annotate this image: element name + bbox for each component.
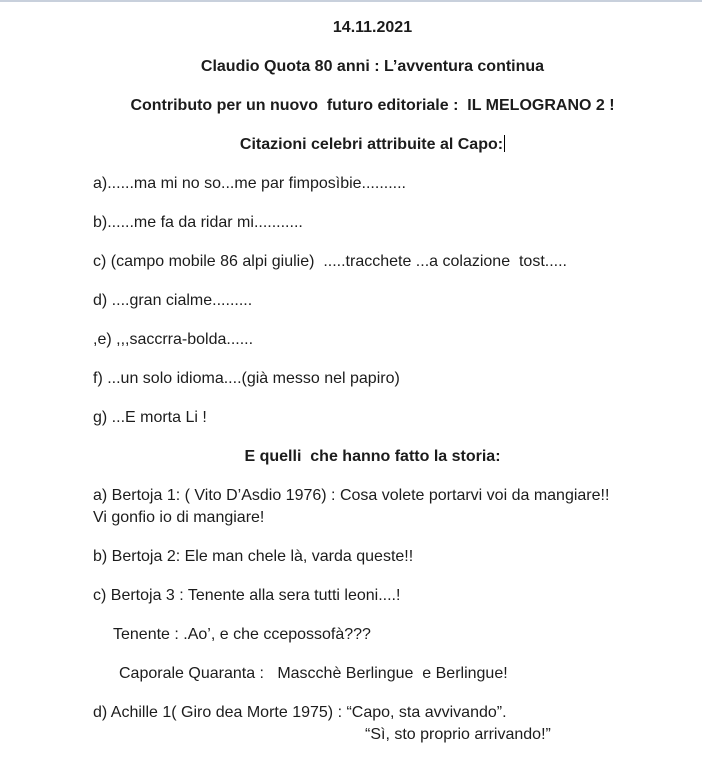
document-title: Claudio Quota 80 anni : L’avventura continua <box>200 58 545 75</box>
closing-reply: “Sì, sto proprio arrivando!” <box>365 726 551 743</box>
document-content[interactable] <box>0 2 702 746</box>
quote-b: b)......me fa da ridar mi........... <box>93 214 303 231</box>
history-caporale: Caporale Quaranta : Mascchè Berlingue e Berlingue! <box>119 665 508 682</box>
quote-d: d) ....gran cialme......... <box>93 292 253 309</box>
history-bertoja2: b) Bertoja 2: Ele man chele là, varda queste!! <box>93 548 414 565</box>
quote-a: a)......ma mi no so...me par fimposìbie.......... <box>93 175 406 192</box>
quote-g: g) ...E morta Li ! <box>93 409 207 426</box>
history-achille: d) Achille 1( Giro dea Morte 1975) : “Capo, sta avvivando”. <box>93 704 507 721</box>
section1-heading <box>93 134 652 156</box>
history-bertoja3: c) Bertoja 3 : Tenente alla sera tutti leoni....! <box>93 587 401 604</box>
quote-c: c) (campo mobile 86 alpi giulie) .....tracchete ...a colazione tost..... <box>93 253 567 270</box>
quote-f: f) ...un solo idioma....(già messo nel papiro) <box>93 370 400 387</box>
section2-heading: E quelli che hanno fatto la storia: <box>244 448 501 465</box>
text-cursor <box>504 135 505 152</box>
history-bertoja1-line2: Vi gonfio io di mangiare! <box>93 509 265 526</box>
history-bertoja1 <box>93 485 652 529</box>
document-subtitle: Contributo per un nuovo futuro editoriale : IL MELOGRANO 2 ! <box>130 97 615 114</box>
date-heading: 14.11.2021 <box>332 19 413 36</box>
history-bertoja1-line1: a) Bertoja 1: ( Vito D’Asdio 1976) : Cosa volete portarvi voi da mangiare!! <box>93 487 610 504</box>
history-tenente: Tenente : .Ao’, e che ccepossofà??? <box>113 626 371 643</box>
section1-heading-text: Citazioni celebri attribuite al Capo: <box>239 136 504 153</box>
quote-e: ,e) ,,,saccrra-bolda...... <box>93 331 254 348</box>
